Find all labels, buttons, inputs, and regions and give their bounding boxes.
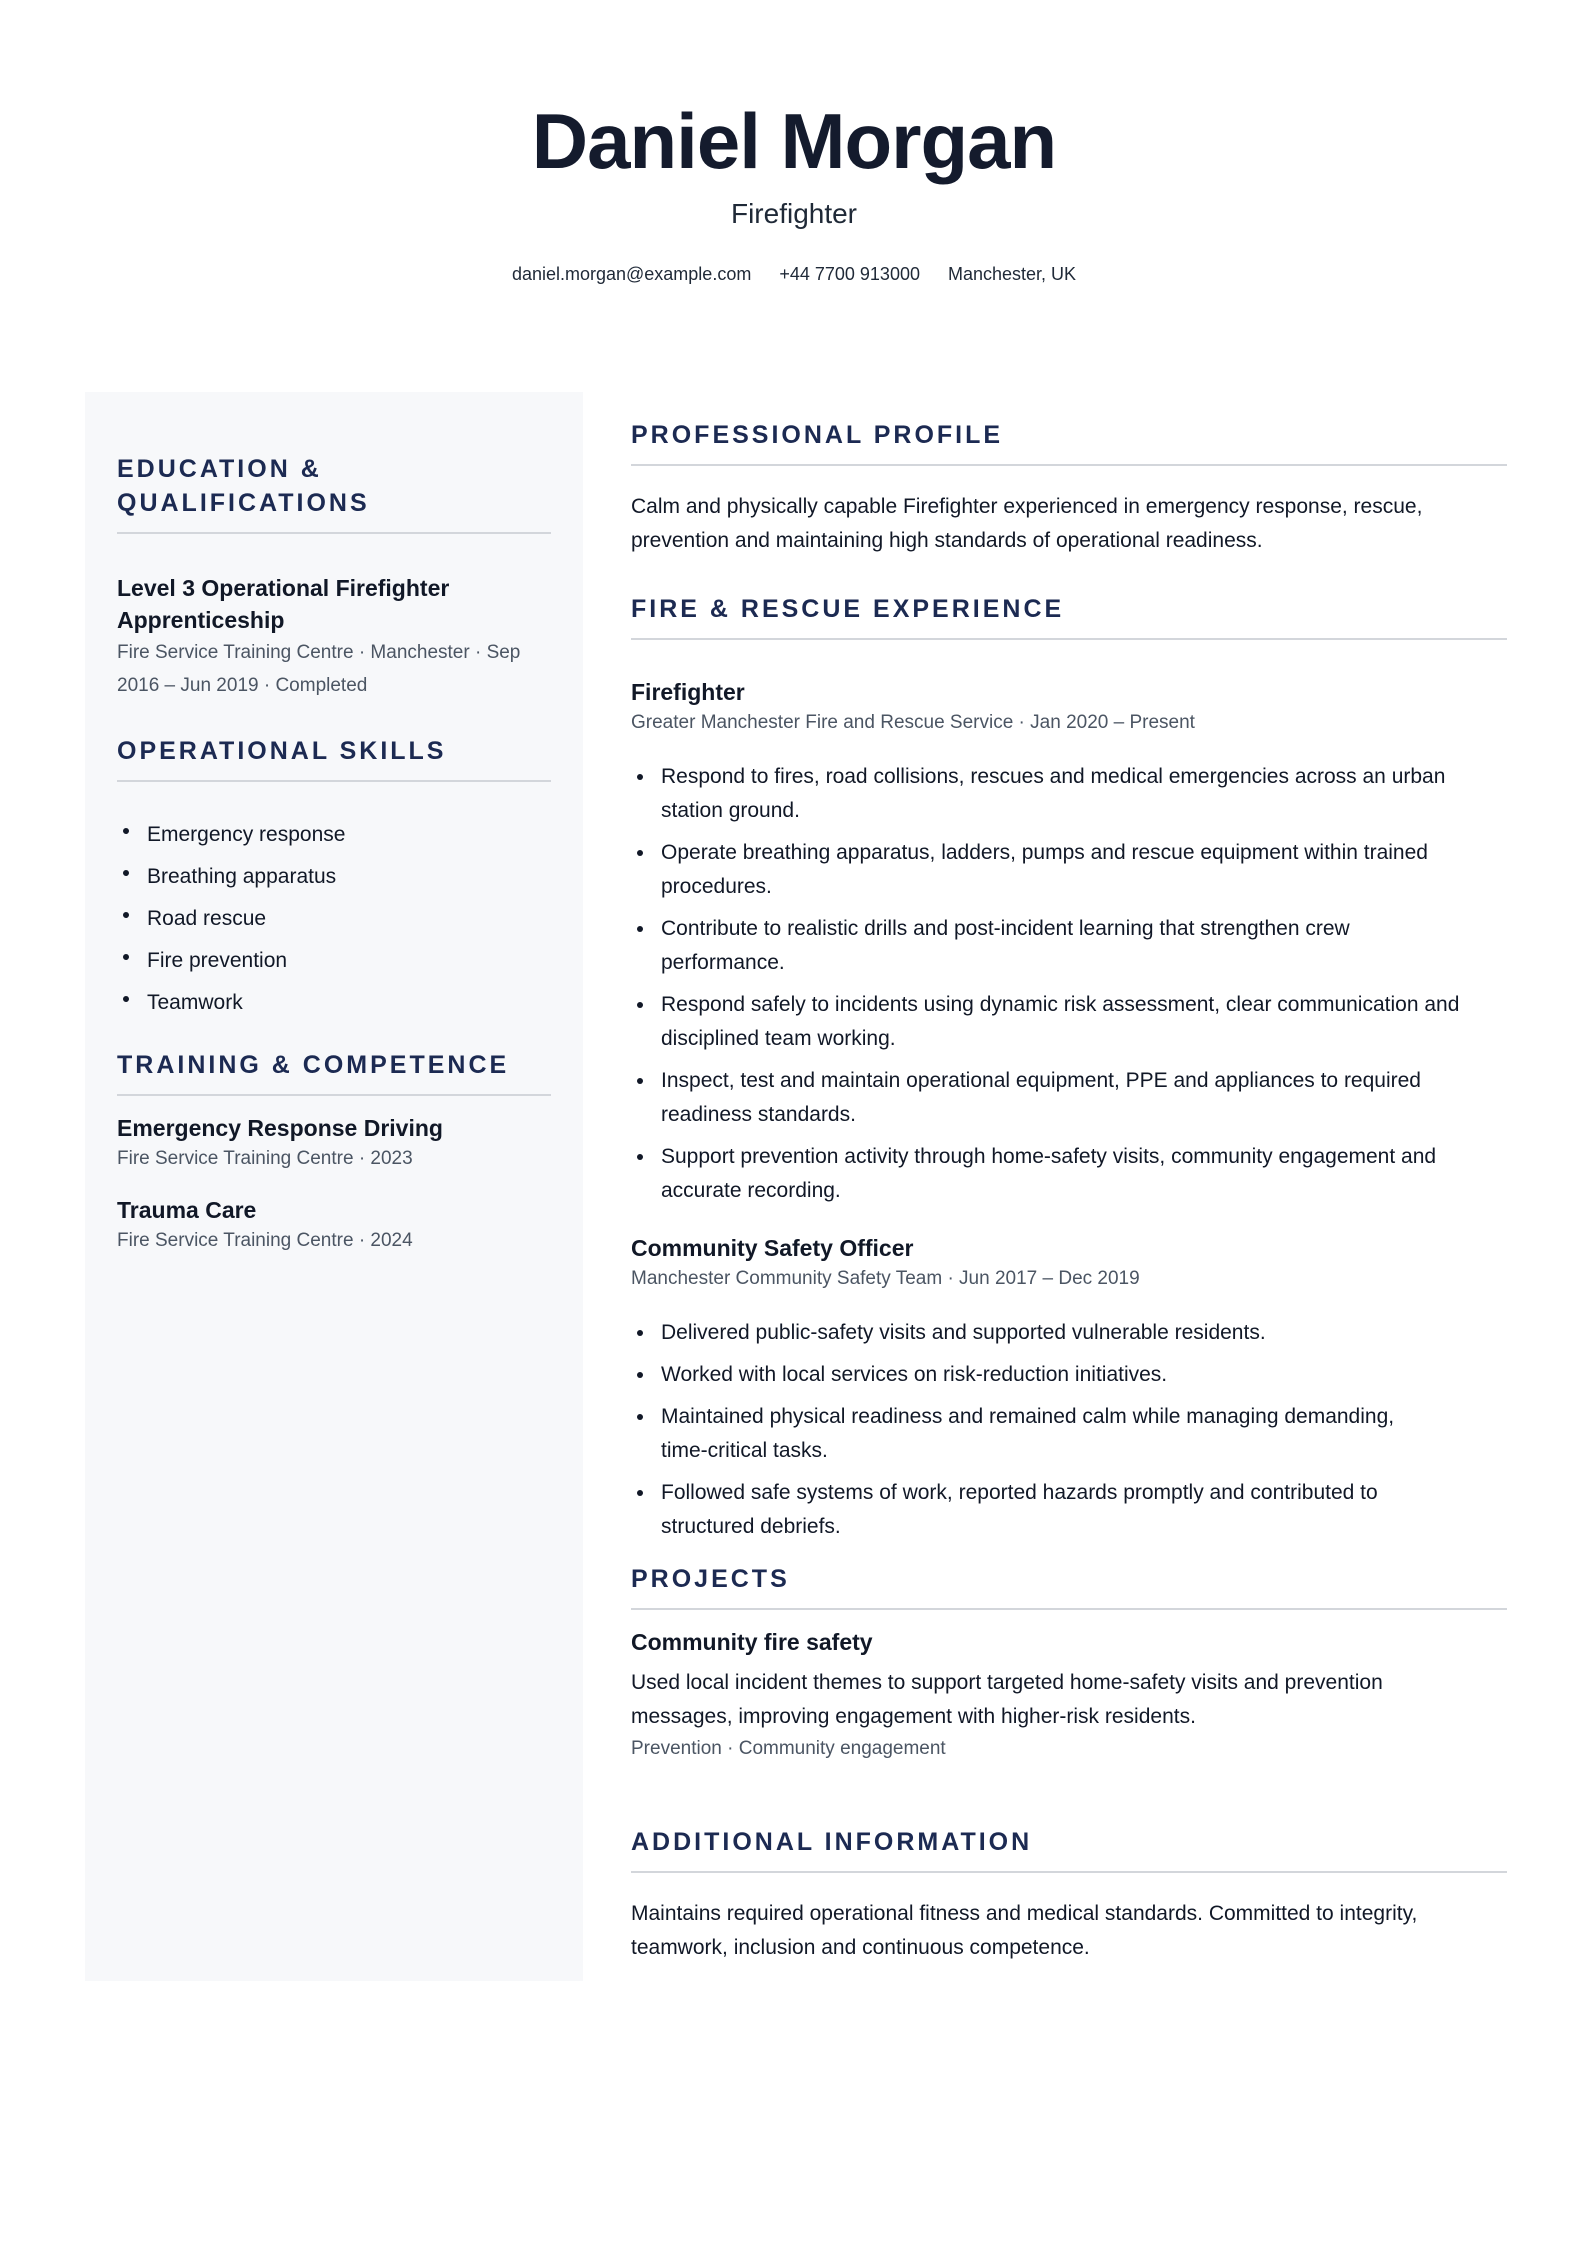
candidate-title: Firefighter xyxy=(730,198,858,229)
education-section xyxy=(117,452,551,702)
contact-email[interactable]: daniel.morgan@example.com xyxy=(511,264,752,284)
job-entry xyxy=(631,1232,1507,1544)
training-item-meta: Fire Service Training Centre · 2023 xyxy=(117,1148,413,1169)
project-title: Community fire safety xyxy=(631,1629,873,1655)
profile-line: Calm and physically capable Firefighter experienced in emergency response, rescue, xyxy=(631,495,1423,518)
sidebar xyxy=(85,392,583,1981)
education-meta-line1: Fire Service Training Centre · Manchester · Sep xyxy=(117,642,521,663)
additional-line: teamwork, inclusion and continuous competence. xyxy=(631,1936,1090,1959)
job-bullet: Inspect, test and maintain operational equipment, PPE and appliances to required readiness standards. xyxy=(631,1064,1507,1132)
training-item-title: Emergency Response Driving xyxy=(117,1115,443,1141)
contact-phone[interactable]: +44 7700 913000 xyxy=(779,264,920,284)
training-item xyxy=(117,1194,551,1256)
experience-heading: FIRE & RESCUE EXPERIENCE xyxy=(631,595,1065,623)
training-heading: TRAINING & COMPETENCE xyxy=(117,1051,510,1079)
education-heading-line2: QUALIFICATIONS xyxy=(117,489,370,517)
job-bullet: Worked with local services on risk-reduction initiatives. xyxy=(631,1358,1507,1392)
education-entry xyxy=(117,572,551,702)
education-meta-line2: 2016 – Jun 2019 · Completed xyxy=(117,675,368,696)
contact-row xyxy=(0,262,1588,286)
job-bullet: Maintained physical readiness and remained calm while managing demanding, time-critical tasks. xyxy=(631,1400,1507,1468)
job-bullets xyxy=(631,1316,1507,1544)
skills-heading: OPERATIONAL SKILLS xyxy=(117,737,447,765)
profile-line: prevention and maintaining high standards of operational readiness. xyxy=(631,529,1263,552)
additional-section xyxy=(631,1825,1507,1965)
project-description xyxy=(631,1666,1507,1734)
skills-list xyxy=(117,814,551,1024)
job-title: Firefighter xyxy=(631,679,745,705)
education-heading xyxy=(117,452,551,520)
job-meta: Manchester Community Safety Team · Jun 2017 – Dec 2019 xyxy=(631,1268,1140,1289)
skill-item: Road rescue xyxy=(117,898,551,940)
section-divider xyxy=(117,532,551,534)
projects-heading: PROJECTS xyxy=(631,1565,790,1593)
project-line: messages, improving engagement with higher-risk residents. xyxy=(631,1705,1196,1728)
section-divider xyxy=(117,1094,551,1096)
job-title: Community Safety Officer xyxy=(631,1235,914,1261)
profile-text xyxy=(631,490,1507,558)
section-divider xyxy=(631,464,1507,466)
job-bullet: Contribute to realistic drills and post-incident learning that strengthen crew performance. xyxy=(631,912,1507,980)
training-item xyxy=(117,1112,551,1174)
job-bullets xyxy=(631,760,1507,1208)
job-bullet: Support prevention activity through home-safety visits, community engagement and accurate recording. xyxy=(631,1140,1507,1208)
training-section xyxy=(117,1048,551,1256)
job-bullet: Followed safe systems of work, reported hazards promptly and contributed to structured debriefs. xyxy=(631,1476,1507,1544)
job-bullet: Respond safely to incidents using dynamic risk assessment, clear communication and disciplined team working. xyxy=(631,988,1507,1056)
profile-heading: PROFESSIONAL PROFILE xyxy=(631,421,1004,449)
project-tags: Prevention · Community engagement xyxy=(631,1738,946,1759)
job-bullet: Operate breathing apparatus, ladders, pumps and rescue equipment within trained procedures. xyxy=(631,836,1507,904)
education-title-line1: Level 3 Operational Firefighter xyxy=(117,575,450,601)
training-item-title: Trauma Care xyxy=(117,1197,257,1223)
skills-section xyxy=(117,734,551,1024)
section-divider xyxy=(631,638,1507,640)
additional-heading: ADDITIONAL INFORMATION xyxy=(631,1828,1033,1856)
education-entry-title xyxy=(117,572,551,636)
section-divider xyxy=(117,780,551,782)
section-divider xyxy=(631,1608,1507,1610)
education-title-line2: Apprenticeship xyxy=(117,607,285,633)
profile-section xyxy=(631,418,1507,558)
section-divider xyxy=(631,1871,1507,1873)
additional-line: Maintains required operational fitness and medical standards. Committed to integrity, xyxy=(631,1902,1418,1925)
skill-item: Emergency response xyxy=(117,814,551,856)
job-meta: Greater Manchester Fire and Rescue Service · Jan 2020 – Present xyxy=(631,712,1195,733)
additional-text xyxy=(631,1897,1507,1965)
experience-section xyxy=(631,592,1507,1544)
projects-section xyxy=(631,1562,1507,1764)
job-entry xyxy=(631,676,1507,1208)
education-heading-line1: EDUCATION & xyxy=(117,455,322,483)
skill-item: Teamwork xyxy=(117,982,551,1024)
skill-item: Fire prevention xyxy=(117,940,551,982)
project-line: Used local incident themes to support targeted home-safety visits and prevention xyxy=(631,1671,1383,1694)
contact-location: Manchester, UK xyxy=(947,264,1077,284)
job-bullet: Delivered public-safety visits and supported vulnerable residents. xyxy=(631,1316,1507,1350)
skill-item: Breathing apparatus xyxy=(117,856,551,898)
education-entry-meta xyxy=(117,636,551,702)
training-item-meta: Fire Service Training Centre · 2024 xyxy=(117,1230,413,1251)
candidate-name: Daniel Morgan xyxy=(531,97,1057,185)
job-bullet: Respond to fires, road collisions, rescues and medical emergencies across an urban station ground. xyxy=(631,760,1507,828)
